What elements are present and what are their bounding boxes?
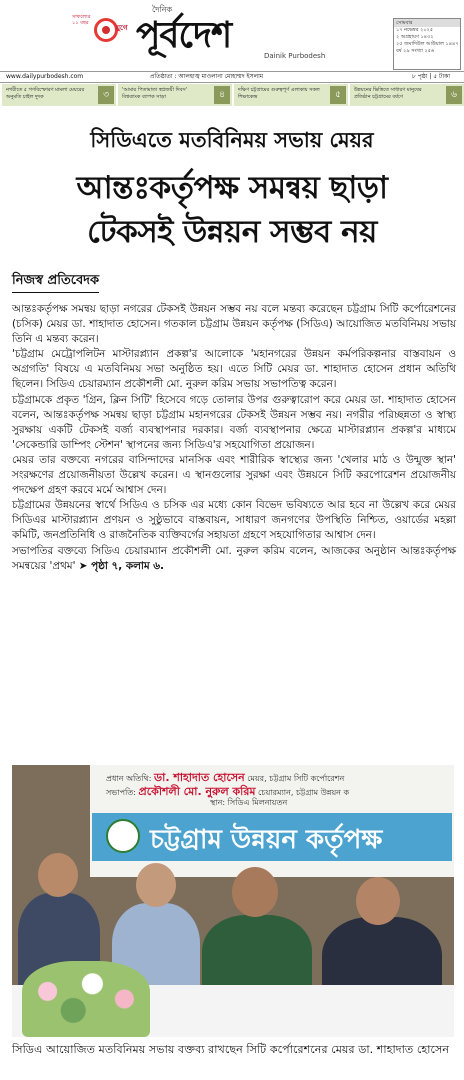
masthead (0, 0, 464, 68)
teaser-text: নগরীতে ৫ গণবিস্ফোরণ মামলা মেয়রের অনুমতি চাইল দুদক (6, 87, 85, 100)
banner-title-bar (92, 813, 452, 861)
article-paragraph: চট্টগ্রামকে প্রকৃত 'গ্রিন, ক্লিন সিটি' হিসেবে গড়ে তোলার উপর গুরুত্বারোপ করে মেয়র ডা. শাহাদাত হোসেন বলেন, আন্তঃকর্তৃপক্ষ সমন্বয় ছাড়া চট্টগ্রাম মহানগরের টেকসই উন্নয়ন সম্ভব নয়। নগরীর পরিচ্ছন্নতা ও স্বাস্থ্য সুরক্ষায় একটি টেকসই বর্জ্য ব্যবস্থাপনার দরকার। বর্জ্য ব্যবস্থাপনার ক্ষেত্রে মাস্টারপ্ল্যান প্রকল্প'র মাধ্যমে 'সেকেন্ডারি ডাম্পিং স্টেশন' স্থাপনের জন্য সিডিএ'র সহযোগিতা প্রয়োজন। (12, 393, 456, 451)
teaser-strip (0, 84, 464, 108)
byline: নিজস্ব প্রতিবেদক (12, 271, 99, 293)
article-body (12, 302, 456, 574)
anniversary-logo (72, 14, 130, 50)
teaser-item[interactable] (234, 84, 348, 106)
article-paragraph-last (12, 544, 456, 574)
teaser-page-number: ৬ (446, 86, 462, 104)
anniversary-year: যুগে (116, 24, 128, 32)
banner-chair-role: চেয়ারম্যান, চট্টগ্রাম উন্নয়ন ক (258, 788, 350, 797)
continued-jump-link[interactable]: ➤ পৃষ্ঠা ৭, কলাম ৬. (78, 559, 164, 572)
info-day: সোমবার (394, 19, 460, 27)
teaser-text: উন্নয়নের ভিত্তিতে সাধারণ মানুষের প্রতিষ্ঠান চট্টগ্রামের বর্ষণে (354, 87, 422, 100)
teaser-item[interactable] (118, 84, 232, 106)
banner-guest-role: মেয়র, চট্টগ্রাম সিটি কর্পোরেশন (247, 774, 345, 783)
teaser-text: দক্ষিণ চট্টগ্রামের গুরুত্বপূর্ণ এলাকায় সকল শিক্ষাকেন্দ্র (238, 87, 320, 100)
anniversary-ring-icon (94, 18, 118, 42)
page-count: ৮ পৃষ্ঠা | ৫ টাকা (411, 73, 450, 80)
person-left-head (38, 853, 78, 897)
article-paragraph: আন্তঃকর্তৃপক্ষ সমন্বয় ছাড়া নগরের টেকসই উন্নয়ন সম্ভব নয় বলে মন্তব্য করেছেন চট্টগ্রাম সিটি কর্পোরেশনের (চসিক) মেয়র ডা. শাহাদাত হোসেন। গতকাল চট্টগ্রাম উন্নয়ন কর্তৃপক্ষ (সিডিএ) আয়োজিত মতবিনিময় সভায় তিনি এ মন্তব্য করেন। (12, 303, 456, 346)
banner-title: চট্টগ্রাম উন্নয়ন কর্তৃপক্ষ (150, 825, 383, 855)
info-line: ২৫ জমাদিউল আউয়াল ১৪৪৭ (396, 41, 459, 47)
article-paragraph: মেয়র তার বক্তব্যে নগরের বাসিন্দাদের মানসিক এবং শারীরিক স্বাস্থ্যের জন্য 'খেলার মাঠ ও উন্মুক্ত স্থান' সংরক্ষণের প্রয়োজনীয়তা উল্লেখ করেন। এ স্থানগুলোর সুরক্ষা এবং উন্নয়নে সিটি করপোরেশন প্রয়োজনীয় পদক্ষেপ গ্রহণ করবে মর্মে আশ্বাস দেন। (12, 453, 456, 497)
person-right-head (356, 877, 400, 925)
banner-venue: স্থান: সিডিএ মিলনায়তন (210, 798, 288, 807)
cda-emblem-icon (106, 819, 140, 853)
photo-caption: সিডিএ আয়োজিত মতবিনিময় সভায় বক্তব্য রাখছেন সিটি কর্পোরেশনের মেয়র ডা. শাহাদাত হোসেন (12, 1043, 450, 1056)
banner-guest-label: প্রধান অতিথি: (106, 774, 152, 783)
teaser-item[interactable] (2, 84, 116, 106)
info-line: ১৭ নভেম্বর ২০২৫ (396, 27, 434, 33)
paper-prefix: দৈনিক (152, 5, 173, 14)
newspaper-name-en: Dainik Purbodesh (264, 52, 326, 60)
teaser-item[interactable] (350, 84, 464, 106)
article-headline-line-2: টেকসই উন্নয়ন সম্ভব নয় (87, 214, 377, 250)
teaser-page-number: ৪ (214, 86, 230, 104)
news-photo (12, 765, 454, 1037)
article-headline-line-1: আন্তঃকর্তৃপক্ষ সমন্বয় ছাড়া (76, 170, 388, 206)
newspaper-name: পূর্বদেশ (136, 14, 232, 56)
banner-chair-name: প্রকৌশলী মো. নুরুল করিম (138, 785, 256, 798)
teaser-page-number: ৩ (98, 86, 114, 104)
website-link[interactable]: www.dailypurbodesh.com (6, 73, 84, 80)
banner-chair-label: সভাপতি: (106, 788, 136, 797)
anniversary-text: সাফল্যের ১১ বছর (72, 14, 91, 26)
info-line: বর্ষ ২৯ সংখ্যা ২৫৬ (396, 48, 435, 54)
date-info-box (393, 18, 461, 70)
mayor-head (232, 867, 278, 917)
article-paragraph-text: সভাপতির বক্তব্যে সিডিএ চেয়ারম্যান প্রকৌশলী মো. নুরুল করিম বলেন, আজকের অনুষ্ঠান আন্তঃকর্তৃপক্ষ সমন্বয়ের 'প্রথম' (12, 544, 456, 572)
teaser-text: 'আমার পিতামাতা স্বপ্নজয়ী দিবস' বিশ্বব্যাংক ব্যাপক সাড়া (122, 87, 188, 100)
article-paragraph: চট্টগ্রামের উন্নয়নের স্বার্থে সিডিএ ও চসিক এর মধ্যে কোন বিভেদ ভবিষ্যতে আর হবে না উল্লেখ করে মেয়র সিডিএর মাস্টারপ্ল্যান প্রণয়ন ও সুষ্ঠুভাবে বাস্তবায়ন, সাধারণ জনগণের উপস্থিতি নিশ্চিত, ওয়ার্ডের মহল্লা কমিটি, জনপ্রতিনিধি ও রাজনৈতিক ব্যক্তিবর্গের সহায়তা গ্রহণে সহযোগিতার আশ্বাস দেন। (12, 499, 456, 542)
url-bar (0, 71, 464, 83)
founder-line: প্রতিষ্ঠাতা : আলহাজ্ব মাওলানা মোহাম্মদ ইসলাম (150, 73, 264, 80)
banner-guest-name: ডা. শাহাদাত হোসেন (154, 771, 245, 784)
flower-bouquet (22, 961, 150, 1037)
person-second-head (136, 863, 176, 907)
article-supertitle: সিডিএতে মতবিনিময় সভায় মেয়র (90, 128, 374, 152)
article-paragraph: 'চট্টগ্রাম মেট্রোপলিটন মাস্টারপ্ল্যান প্রকল্প'র আলোকে 'মহানগরের উন্নয়ন কর্মপরিকল্পনার বাস্তবায়ন ও অগ্রগতি' বিষয়ে এ মতবিনিময় সভা অনুষ্ঠিত হয়। এতে সিটি মেয়র ডা. শাহাদাত হোসেন প্রধান অতিথি ছিলেন। সিডিএ চেয়ারম্যান প্রকৌশলী মো. নুরুল করিম সভায় সভাপতিত্ব করেন। (12, 348, 456, 391)
info-line: ২ অগ্রহায়ণ ১৪৩২ (396, 34, 434, 40)
teaser-page-number: ৫ (330, 86, 346, 104)
